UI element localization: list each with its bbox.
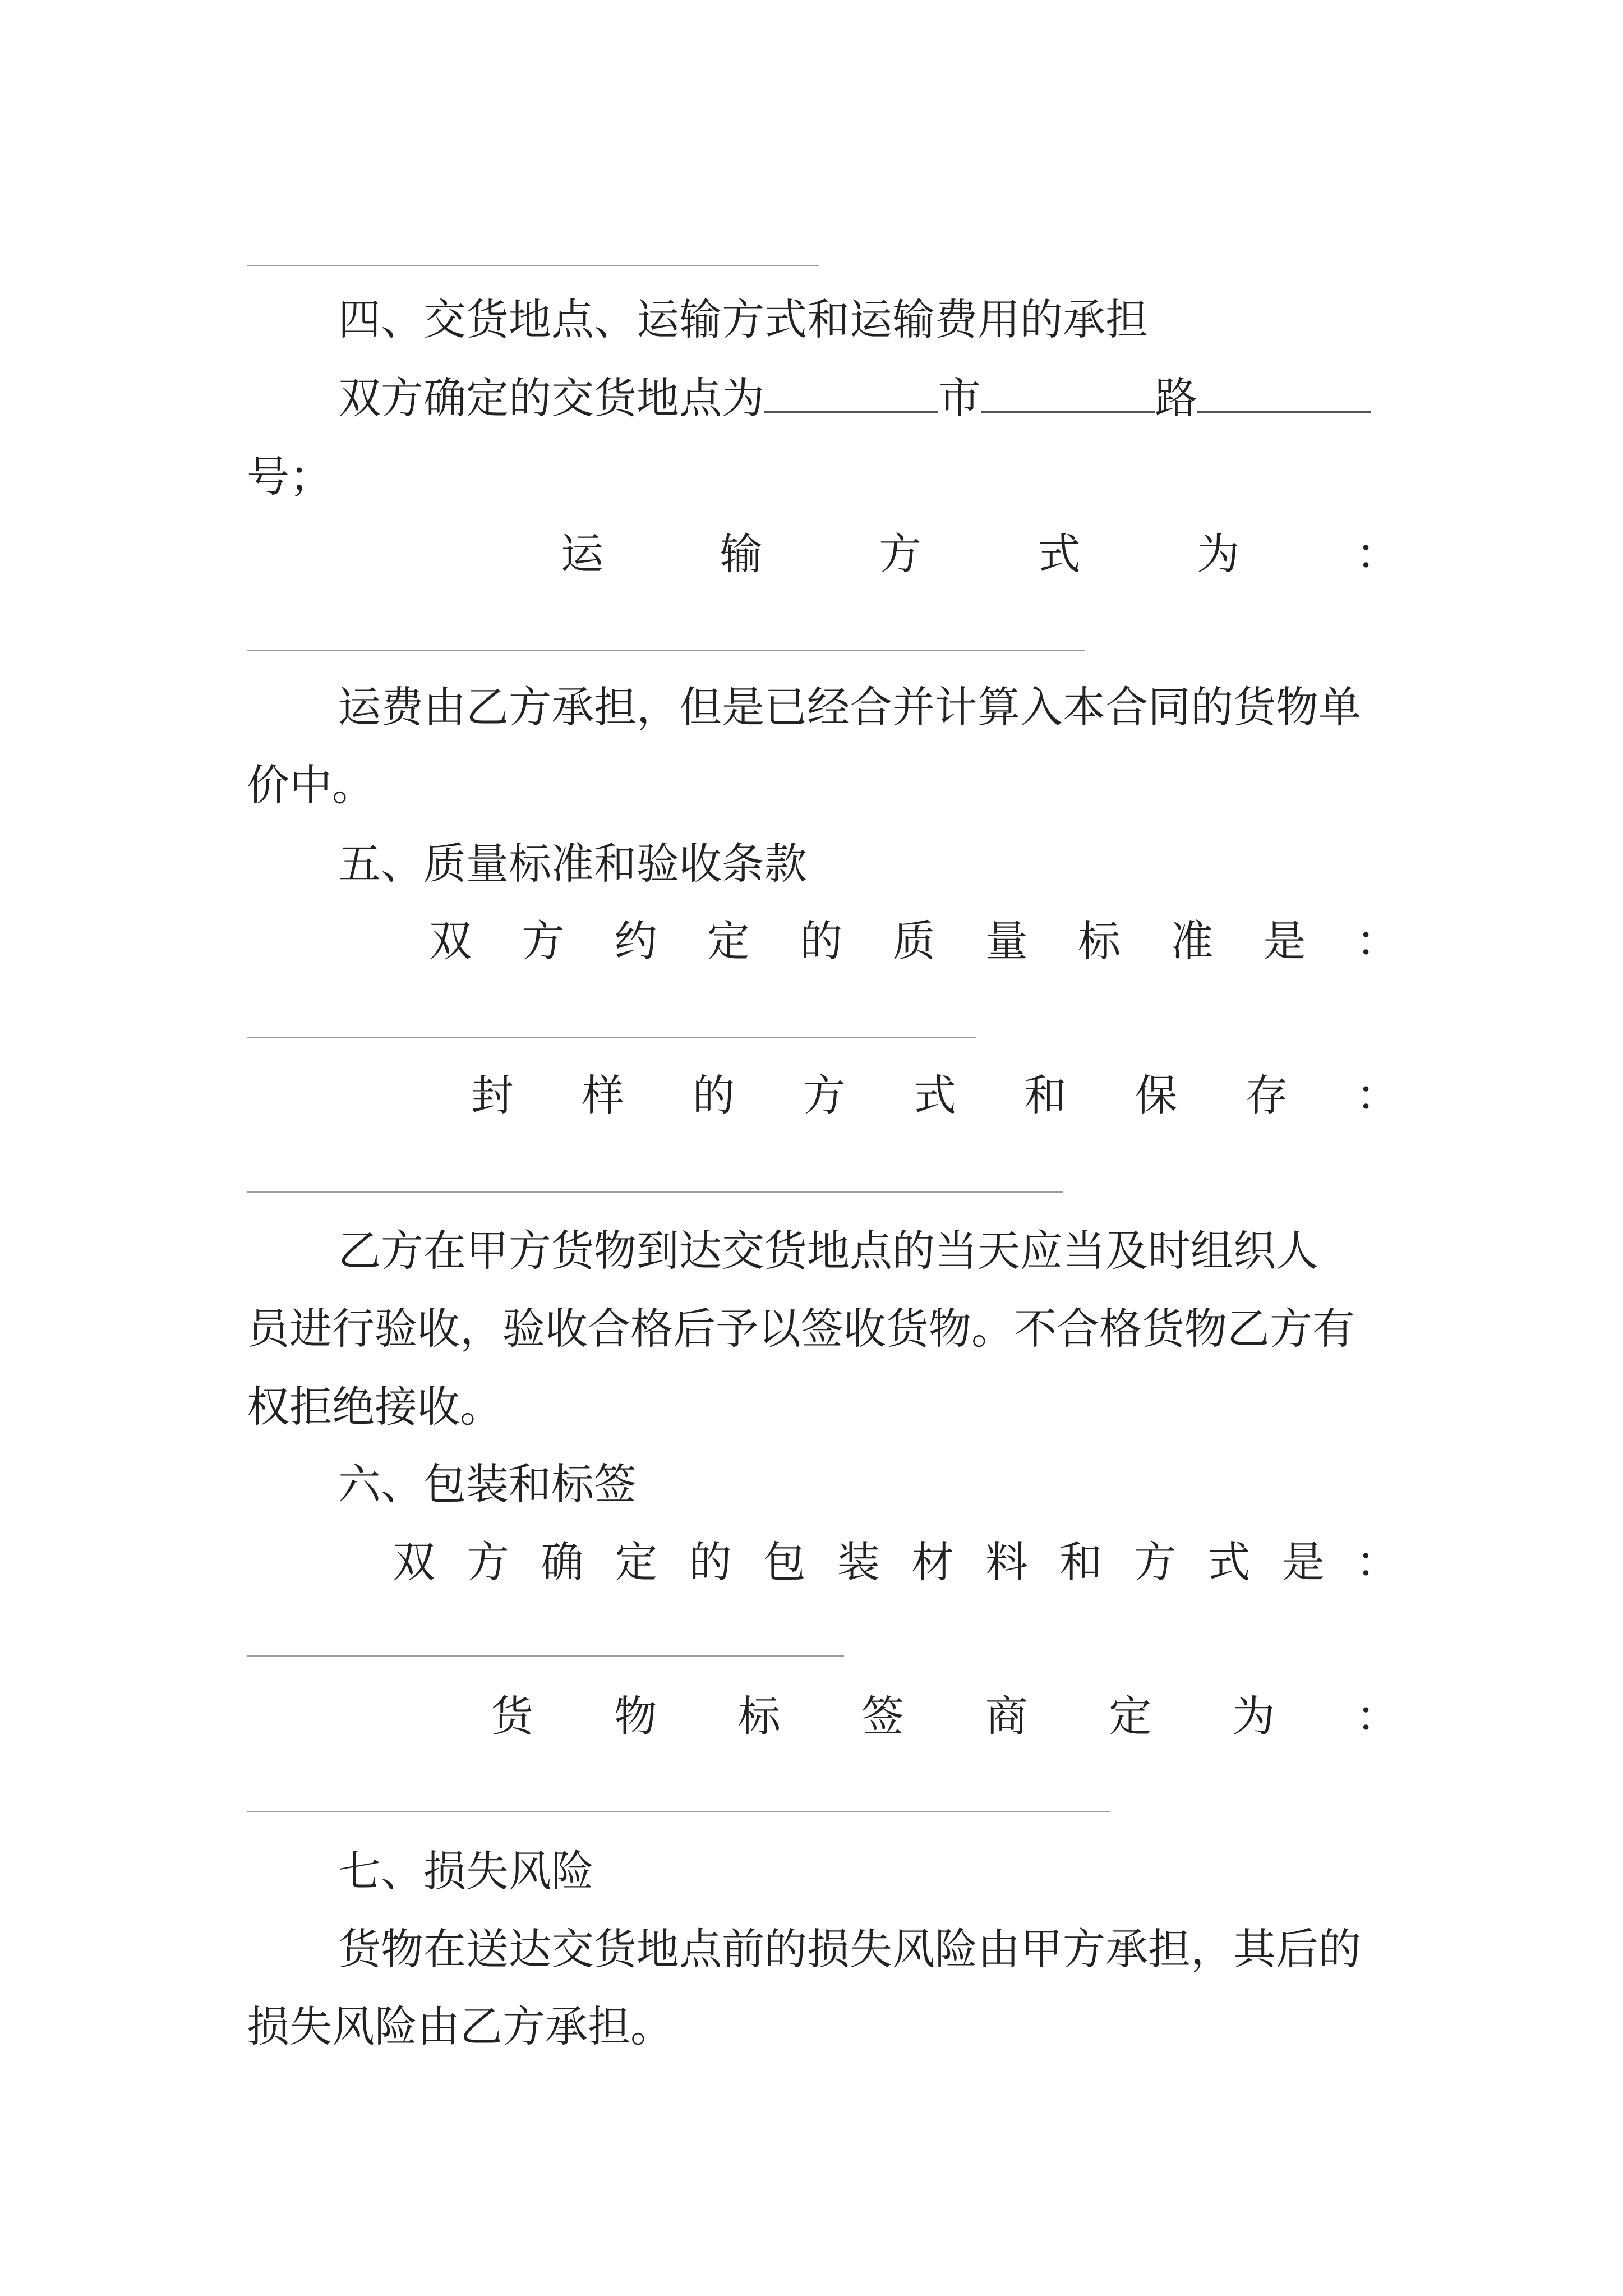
fill-in-line <box>247 265 819 266</box>
freight-text-2: 价中。 <box>247 760 375 810</box>
char: 式 <box>1207 1537 1251 1587</box>
char: 标 <box>737 1691 781 1741</box>
section-5-title: 五、质量标准和验收条款 <box>338 839 807 889</box>
transport-method-line <box>561 527 1399 581</box>
number-label: 号； <box>247 452 332 501</box>
acceptance-text-2: 员进行验收，验收合格后予以签收货物。不合格货物乙方有 <box>247 1304 1355 1354</box>
char: 定 <box>707 916 750 966</box>
char: 双 <box>429 916 472 966</box>
risk-text-2: 损失风险由乙方承担。 <box>247 2001 673 2051</box>
road-blank[interactable] <box>981 372 1155 413</box>
number-blank[interactable] <box>1197 372 1371 413</box>
char: ： <box>1355 1537 1399 1587</box>
char: 和 <box>1059 1537 1103 1587</box>
char: ： <box>1355 529 1399 579</box>
char: 质 <box>892 916 935 966</box>
char: ： <box>1356 1070 1399 1120</box>
char: 方 <box>879 529 922 579</box>
packaging-line <box>393 1535 1399 1589</box>
city-blank[interactable] <box>764 372 938 413</box>
freight-text-1: 运费由乙方承担，但是已经合并计算入本合同的货物单 <box>338 682 1361 732</box>
section-4-title: 四、交货地点、运输方式和运输费用的承担 <box>338 295 1148 344</box>
char: 签 <box>861 1691 905 1741</box>
char: ： <box>1355 1691 1399 1741</box>
char: 封 <box>471 1070 514 1120</box>
char: 量 <box>985 916 1028 966</box>
char: 方 <box>803 1070 846 1120</box>
section-7-title: 七、损失风险 <box>338 1846 594 1896</box>
quality-standard-blank[interactable] <box>247 1037 976 1038</box>
city-label: 市 <box>938 373 981 423</box>
char: 式 <box>1038 529 1081 579</box>
sample-sealing-line <box>471 1069 1399 1122</box>
char: 和 <box>1024 1070 1067 1120</box>
char: 材 <box>911 1537 954 1587</box>
char: 方 <box>467 1537 510 1587</box>
section-6-title: 六、包装和标签 <box>338 1459 637 1509</box>
char: 存 <box>1245 1070 1288 1120</box>
char: 运 <box>561 529 603 579</box>
char: 为 <box>1232 1691 1275 1741</box>
char: 货 <box>491 1691 533 1741</box>
packaging-blank[interactable] <box>247 1655 844 1657</box>
char: 式 <box>914 1070 956 1120</box>
char: 的 <box>689 1537 732 1587</box>
acceptance-text-1: 乙方在甲方货物到达交货地点的当天应当及时组织人 <box>338 1226 1318 1276</box>
char: 包 <box>763 1537 806 1587</box>
delivery-place-line <box>338 371 1371 425</box>
road-label: 路 <box>1155 373 1197 423</box>
char: 是 <box>1281 1537 1325 1587</box>
transport-method-blank[interactable] <box>247 650 1085 651</box>
char: 装 <box>837 1537 880 1587</box>
char: 约 <box>614 916 657 966</box>
acceptance-text-3: 权拒绝接收。 <box>247 1382 502 1432</box>
risk-text-1: 货物在送达交货地点前的损失风险由甲方承担，其后的 <box>338 1924 1361 1974</box>
char: 保 <box>1135 1070 1178 1120</box>
char: ： <box>1355 916 1399 966</box>
char: 标 <box>1078 916 1121 966</box>
char: 的 <box>692 1070 735 1120</box>
char: 确 <box>541 1537 584 1587</box>
char: 双 <box>393 1537 435 1587</box>
char: 方 <box>522 916 565 966</box>
char: 输 <box>720 529 763 579</box>
char: 样 <box>582 1070 625 1120</box>
label-blank[interactable] <box>247 1811 1110 1812</box>
label-line <box>491 1690 1399 1743</box>
char: 为 <box>1197 529 1240 579</box>
delivery-place-prefix: 双方确定的交货地点为 <box>338 373 764 423</box>
char: 方 <box>1133 1537 1177 1587</box>
char: 定 <box>615 1537 658 1587</box>
char: 料 <box>985 1537 1029 1587</box>
char: 商 <box>985 1691 1028 1741</box>
char: 是 <box>1263 916 1306 966</box>
sample-sealing-blank[interactable] <box>247 1191 1063 1193</box>
char: 物 <box>614 1691 657 1741</box>
char: 的 <box>800 916 843 966</box>
char: 定 <box>1109 1691 1152 1741</box>
char: 准 <box>1170 916 1214 966</box>
quality-standard-line <box>429 914 1399 968</box>
